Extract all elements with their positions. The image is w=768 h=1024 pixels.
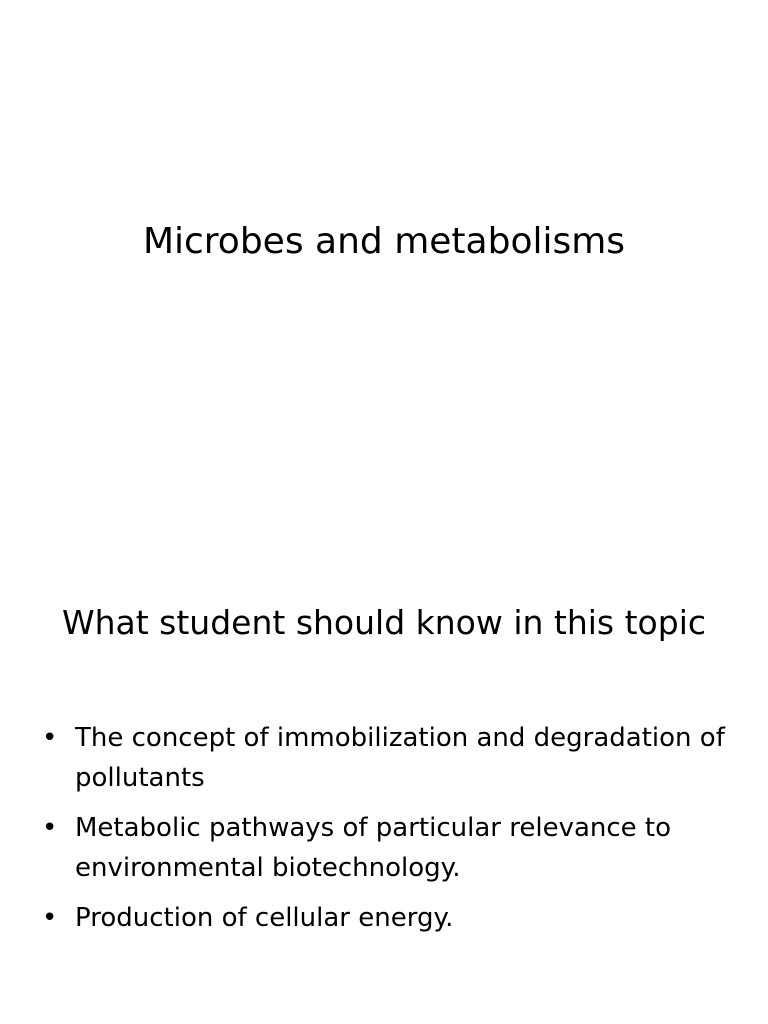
bullet-text-3: Production of cellular energy. [75, 903, 454, 933]
bullet-dot-icon: • [42, 723, 58, 753]
bullet-item-1 [40, 718, 740, 798]
bullet-text-2: Metabolic pathways of particular relevance to environmental biotechnology. [75, 813, 672, 883]
slide-2-title: What student should know in this topic [61, 603, 706, 642]
bullet-dot-icon: • [42, 813, 58, 843]
bullet-list [40, 718, 740, 948]
bullet-item-2 [40, 808, 740, 888]
slide-1-title: Microbes and metabolisms [142, 221, 626, 262]
bullet-text-1: The concept of immobilization and degradation of pollutants [75, 723, 725, 793]
bullet-dot-icon: • [42, 903, 58, 933]
bullet-item-3 [40, 898, 740, 938]
slide-2 [0, 512, 768, 1024]
